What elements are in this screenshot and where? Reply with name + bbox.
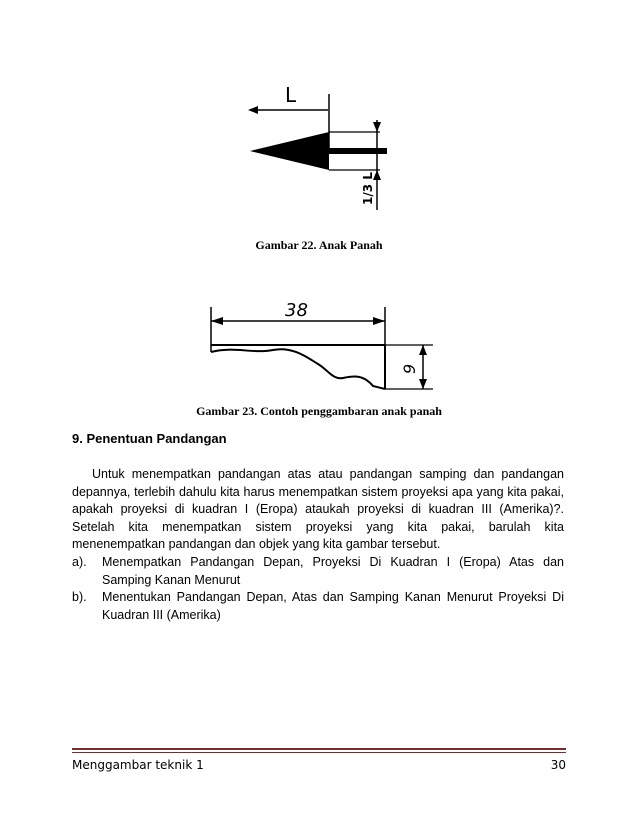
page-number: 30 <box>550 758 566 772</box>
body-paragraph: Untuk menempatkan pandangan atas atau pandangan samping dan pandangan depannya, terlebih dahulu kita harus menempatkan sistem proyeksi apa yang kita pakai, apakah proyeksi di kuadran I (Eropa) ataukah proyeksi di kuadran III (Amerika)?. Setelah kita menempatkan sistem proyeksi yang kita pakai, barulah kita menenempatkan pandangan dan objek yang kita gambar tersebut. <box>72 467 564 552</box>
footer-title: Menggambar teknik 1 <box>72 758 204 772</box>
third-length-label: 1/3 L <box>361 172 375 205</box>
arrow-example-figure <box>203 292 435 396</box>
list-marker: b). <box>72 590 87 605</box>
list-item <box>72 554 564 589</box>
figure-22-caption: Gambar 22. Anak Panah <box>255 238 383 252</box>
length-label: L <box>285 83 297 107</box>
list-text: Menempatkan Pandangan Depan, Proyeksi Di Kuadran I (Eropa) Atas dan Samping Kanan Menurut <box>102 554 564 587</box>
list-item <box>72 589 564 624</box>
height-dimension-label: 9 <box>400 363 419 374</box>
arrowhead-figure <box>240 80 390 215</box>
section-heading: 9. Penentuan Pandangan <box>72 431 227 446</box>
footer-rule <box>72 748 566 750</box>
list-text: Menentukan Pandangan Depan, Atas dan Samping Kanan Menurut Proyeksi Di Kuadran III (Amerika) <box>102 590 564 622</box>
width-dimension-label: 38 <box>285 300 308 321</box>
footer-rule-thin <box>72 752 566 753</box>
list-marker: a). <box>72 554 87 569</box>
body-text <box>72 466 564 624</box>
figure-23-caption: Gambar 23. Contoh penggambaran anak panah <box>196 404 442 418</box>
